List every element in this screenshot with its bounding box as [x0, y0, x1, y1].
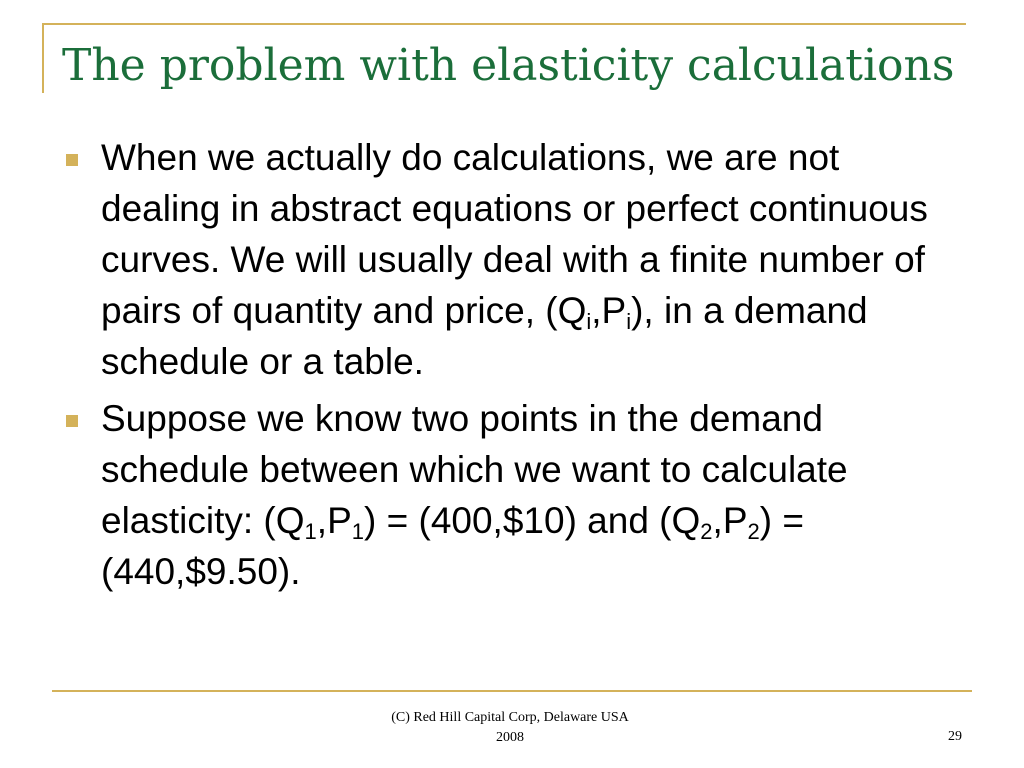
subscript-1: 1: [304, 519, 317, 544]
bullet-text-1: [101, 132, 966, 387]
footer-divider: [52, 690, 972, 692]
subscript-i: i: [586, 309, 592, 334]
footer-copyright: [330, 708, 690, 748]
footer-line-2: 2008: [496, 730, 524, 745]
square-bullet-icon: [66, 154, 78, 166]
bullet-2-text-part5: ) = (440,$9.50).: [101, 500, 804, 592]
title-frame-left-rule: [42, 23, 44, 93]
bullet-item-2: [66, 393, 966, 597]
footer-line-1: (C) Red Hill Capital Corp, Delaware USA: [391, 710, 629, 725]
title-frame-top-rule: [42, 23, 966, 25]
square-bullet-icon: [66, 415, 78, 427]
bullet-2-text-part1: Suppose we know two points in the demand schedule between which we want to calculate elasticity: (Q: [101, 398, 848, 541]
bullet-2-text-part3: ) = (400,$10) and (Q: [364, 500, 701, 541]
subscript-i: i: [626, 309, 632, 334]
subscript-1: 1: [351, 519, 365, 544]
slide-body: [66, 132, 966, 603]
bullet-1-text-part3: ), in a demand schedule or a table.: [101, 290, 868, 382]
bullet-text-2: [101, 393, 966, 597]
bullet-2-text-part4: ,P: [712, 500, 748, 541]
subscript-2: 2: [700, 519, 713, 544]
slide-title: The problem with elasticity calculations: [62, 40, 955, 91]
bullet-item-1: [66, 132, 966, 387]
bullet-1-text-part1: When we actually do calculations, we are not dealing in abstract equations or perfect continuous curves. We will usually deal with a finite number of pairs of quantity and price, (Q: [101, 137, 928, 331]
bullet-1-text-part2: ,P: [591, 290, 627, 331]
page-number: 29: [948, 729, 962, 744]
bullet-2-text-part2: ,P: [316, 500, 352, 541]
subscript-2: 2: [747, 519, 760, 544]
